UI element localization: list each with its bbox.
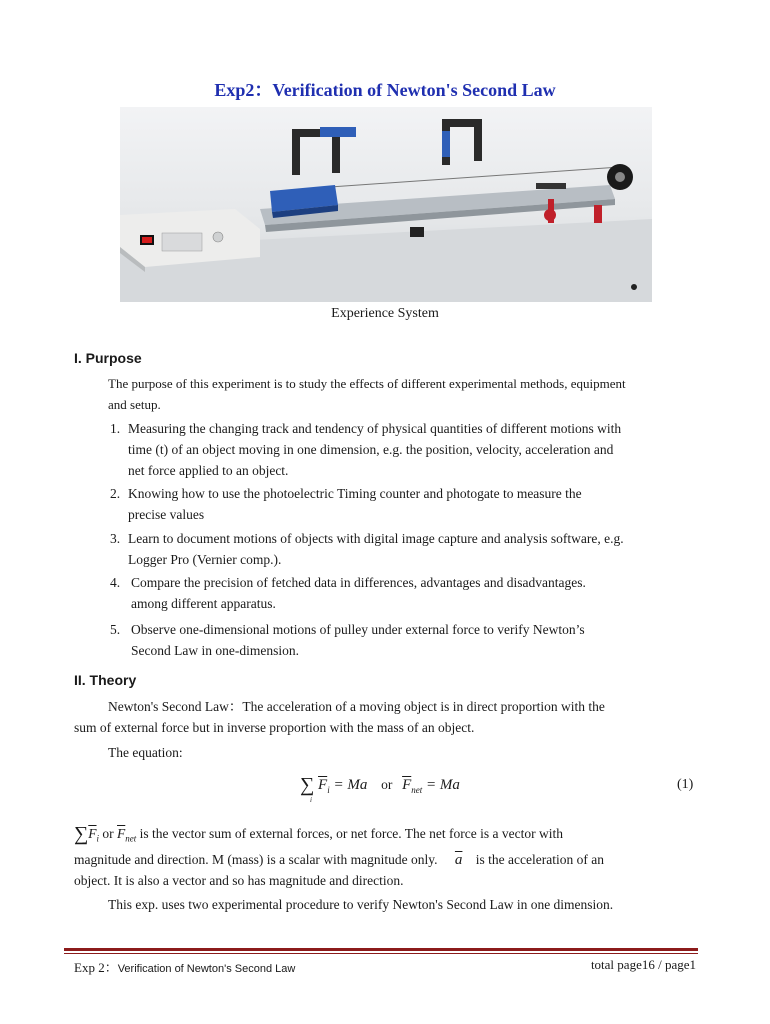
list-item-line: time (t) of an object moving in one dimension, e.g. the position, velocity, acceleration and bbox=[128, 442, 614, 457]
equation-or: or bbox=[381, 777, 393, 792]
figure-caption: Experience System bbox=[331, 306, 439, 321]
theory-paragraph-1-line-1: Newton's Second Law：The acceleration of a moving object is in direct proportion with the bbox=[108, 699, 605, 714]
purpose-list-item bbox=[110, 418, 710, 481]
footer-exp-title: Verification of Newton's Second Law bbox=[117, 963, 296, 975]
list-item-number: 3. bbox=[110, 531, 121, 546]
purpose-list-item bbox=[110, 483, 710, 525]
list-item-line: Knowing how to use the photoelectric Timing counter and photogate to measure the bbox=[128, 486, 582, 501]
force-vector: $\overline{F}$ bbox=[88, 826, 97, 841]
summation-symbol: ∑ bbox=[74, 823, 89, 845]
summation-symbol: ∑ bbox=[300, 774, 315, 796]
text-segment: is the vector sum of external forces, or net force. The net force is a vector with bbox=[139, 826, 563, 841]
list-item-line: Second Law in one-dimension. bbox=[131, 643, 299, 658]
list-item-number: 2. bbox=[110, 486, 121, 501]
purpose-list-item bbox=[110, 619, 710, 661]
list-item-line: precise values bbox=[128, 507, 205, 522]
apparatus-illustration bbox=[120, 107, 652, 302]
theory-paragraph-1-line-2: sum of external force but in inverse proportion with the mass of an object. bbox=[74, 720, 475, 735]
list-item-line: Measuring the changing track and tendency of physical quantities of different motions with bbox=[128, 421, 622, 436]
text-segment: magnitude and direction. M (mass) is a scalar with magnitude only. bbox=[74, 852, 438, 867]
list-item-number: 4. bbox=[110, 575, 121, 590]
list-item-number: 5. bbox=[110, 622, 121, 637]
list-item-line: net force applied to an object. bbox=[128, 463, 289, 478]
theory-paragraph-3: This exp. uses two experimental procedure to verify Newton's Second Law in one dimension. bbox=[108, 897, 614, 912]
list-item-line: Learn to document motions of objects with digital image capture and analysis software, e.g. bbox=[128, 531, 624, 546]
net-force-vector: $\overline{F}$ bbox=[117, 826, 126, 841]
acceleration-vector: $\overline{a}$ bbox=[454, 852, 463, 868]
equation-rhs: = Ma bbox=[333, 777, 368, 793]
purpose-intro bbox=[108, 373, 626, 415]
footer-rule-thin bbox=[64, 953, 698, 954]
purpose-intro-line-1: The purpose of this experiment is to study the effects of different experimental methods, equipment bbox=[108, 376, 626, 391]
section-heading-purpose: I. Purpose bbox=[74, 350, 142, 366]
experiment-setup-photo bbox=[120, 107, 652, 302]
purpose-list-item bbox=[110, 528, 710, 570]
equation-rhs-2: = Ma bbox=[426, 777, 460, 793]
footer-rule bbox=[64, 948, 698, 951]
summation-index: i bbox=[310, 796, 312, 804]
page-title: Exp2：Verification of Newton's Second Law bbox=[214, 80, 556, 100]
list-item-line: among different apparatus. bbox=[131, 596, 276, 611]
net-force-subscript: net bbox=[411, 785, 423, 795]
footer-page-number: total page16 / page1 bbox=[590, 957, 696, 972]
newton-equation bbox=[300, 772, 460, 804]
equation-number: (1) bbox=[677, 777, 694, 792]
footer-exp-label: Exp 2： bbox=[74, 960, 118, 975]
force-vector: $\overline{F}$ bbox=[318, 777, 328, 793]
text-segment: is the acceleration of an bbox=[475, 852, 604, 867]
purpose-intro-line-2: and setup. bbox=[108, 397, 161, 412]
net-force-vector: $\overline{F}$ bbox=[402, 777, 412, 793]
purpose-list-item bbox=[110, 572, 710, 614]
footer-title bbox=[74, 957, 295, 976]
force-subscript: i bbox=[327, 785, 330, 795]
list-item-number: 1. bbox=[110, 421, 121, 436]
equation-label: The equation: bbox=[108, 745, 183, 760]
theory-paragraph-2-line-3: object. It is also a vector and so has magnitude and direction. bbox=[74, 873, 404, 888]
list-item-line: Observe one-dimensional motions of pulley under external force to verify Newton’s bbox=[131, 622, 585, 637]
theory-paragraph-2-line-1: $\sum\overline{F}_i$ or $\overline{F}_{net}$ is the vector sum of external forces, or net force. The net force is a vector with bbox=[74, 823, 563, 845]
list-item-line: Logger Pro (Vernier comp.). bbox=[128, 552, 282, 567]
list-item-line: Compare the precision of fetched data in differences, advantages and disadvantages. bbox=[131, 575, 586, 590]
section-heading-theory: II. Theory bbox=[74, 672, 137, 688]
text-or: or bbox=[102, 826, 114, 841]
theory-paragraph-2-line-2 bbox=[74, 849, 604, 871]
